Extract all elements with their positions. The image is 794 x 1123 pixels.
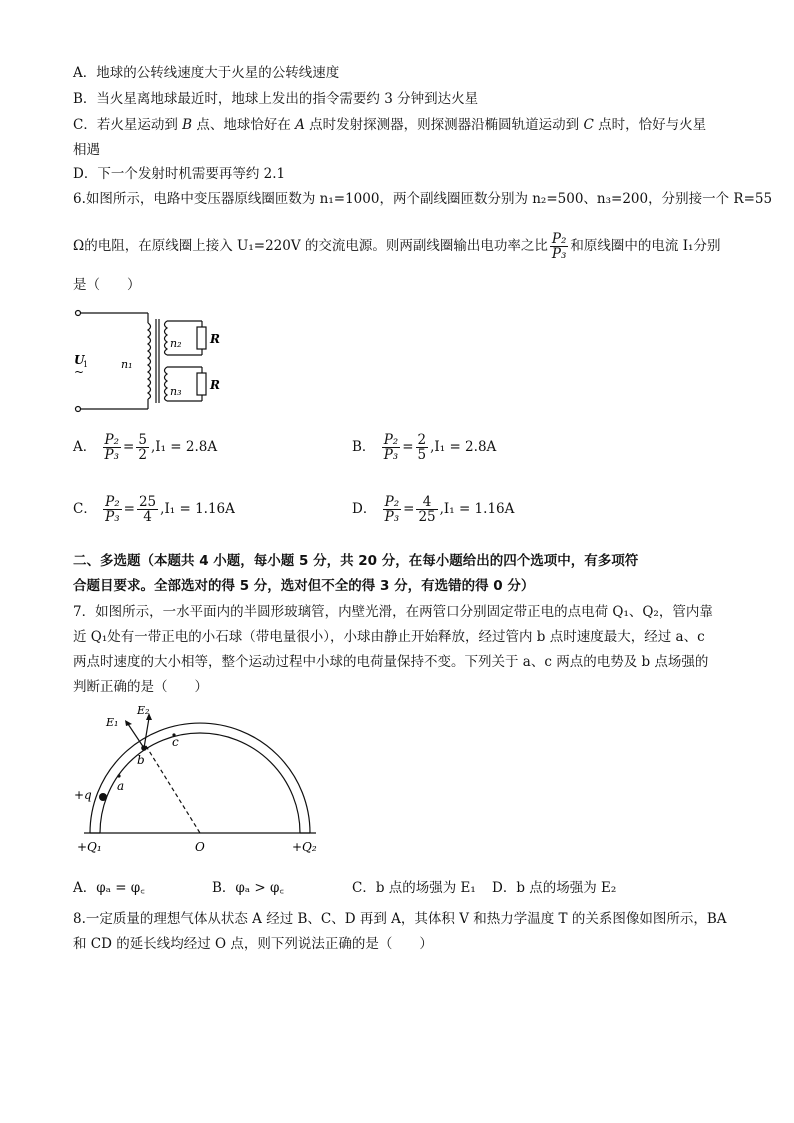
q2-label: +Q₂ — [292, 840, 317, 854]
q6-ratio-den: P₃ — [551, 246, 567, 262]
q6-opt-c-p3: P₃ — [105, 509, 120, 525]
q5-c-point-c: C — [583, 117, 594, 133]
q6-opt-a-label: A． — [73, 439, 97, 455]
q6-opt-b-p3: P₃ — [383, 447, 399, 463]
q5-option-a: A．地球的公转线速度大于火星的公转线速度 — [73, 65, 340, 81]
q6-opt-b-p2: P₂ — [383, 432, 399, 448]
c-label: c — [172, 735, 179, 749]
point-b — [141, 745, 147, 751]
q6-opt-d-label: D． — [352, 501, 377, 517]
q6-power-ratio — [550, 232, 569, 261]
u1-label: U — [74, 353, 85, 367]
e1-label: E₁ — [106, 716, 119, 729]
q5-option-c — [73, 116, 706, 134]
q6-opt-a-ratio-rhs — [136, 433, 149, 462]
q1-label: +Q₁ — [77, 840, 102, 854]
ac-tilde: ~ — [74, 365, 85, 379]
q6-opt-b-ratio-lhs — [382, 433, 401, 462]
q6-opt-d-den: 25 — [418, 509, 436, 525]
q6-line-2 — [73, 232, 720, 261]
q6-opt-b-num: 2 — [417, 432, 427, 448]
q6-opt-a-p2: P₂ — [104, 432, 120, 448]
b-label: b — [137, 753, 145, 767]
q6-opt-b-ratio-rhs — [416, 433, 429, 462]
o-label: O — [195, 840, 205, 854]
n2-label: n₂ — [170, 337, 182, 350]
q6-opt-c-p2: P₂ — [105, 494, 120, 510]
q6-option-b: B． $\frac{\text{P₂}}{\text{P₃}}$ = $\frac{2}{5}$ ,I₁ = 2.8A — [352, 432, 497, 463]
q6-opt-c-num: 25 — [138, 494, 157, 510]
q6-opt-d-p3: P₃ — [384, 509, 400, 525]
q6-opt-d-ratio-rhs — [416, 495, 437, 524]
a-label: a — [117, 779, 125, 793]
charge-ball — [99, 793, 107, 801]
q7-line-1: 7．如图所示，一水平面内的半圆形玻璃管，内壁光滑，在两管口分别固定带正电的点电荷 Q₁、Q₂，管内靠 — [73, 604, 713, 620]
q7-line-3: 两点时速度的大小相等，整个运动过程中小球的电荷量保持不变。下列关于 a、c 两点的电势及 b 点场强的 — [73, 654, 709, 670]
q6-ratio-num: P₂ — [551, 231, 567, 247]
q6-line-2b: 和原线圈中的电流 I₁分别 — [570, 238, 721, 254]
q6-opt-a-num: 5 — [138, 432, 147, 448]
q5-option-c-cont: 相遇 — [73, 142, 100, 158]
q6-opt-d-current: I₁ = 1.16A — [443, 501, 515, 517]
r-label-top: R — [210, 332, 220, 346]
q6-line-1: 6.如图所示，电路中变压器原线圈匝数为 n₁=1000，两个副线圈匝数分别为 n₂=500、n₃=200，分别接一个 R=55 — [73, 191, 773, 207]
q6-opt-a-p3: P₃ — [104, 447, 120, 463]
q-label: +q — [74, 788, 92, 802]
q5-c-text-4: 点时，恰好与火星 — [593, 117, 707, 133]
n1-label: n₁ — [121, 358, 133, 371]
q6-opt-b-label: B． — [352, 439, 376, 455]
q5-c-text-1: C．若火星运动到 — [73, 117, 183, 133]
q6-opt-b-current: I₁ = 2.8A — [434, 439, 497, 455]
q6-opt-c-ratio-lhs — [103, 495, 122, 524]
q6-opt-b-den: 5 — [417, 447, 427, 463]
q7-option-d: D．b 点的场强为 E₂ — [492, 880, 617, 896]
transformer-diagram — [70, 305, 230, 420]
q6-opt-a-den: 2 — [138, 447, 147, 463]
q6-opt-d-num: 4 — [416, 495, 437, 510]
section-2-heading-1: 二、多选题（本题共 4 小题，每小题 5 分，共 20 分，在每小题给出的四个选项中，有多项符 — [73, 553, 639, 569]
q6-opt-c-current: I₁ = 1.16A — [164, 501, 235, 517]
q6-opt-c-label: C． — [73, 501, 97, 517]
q5-option-d: D．下一个发射时机需要再等约 2.1 — [73, 166, 286, 182]
q6-option-a: A． $\frac{\text{P₂}}{\text{P₃}}$ = $\frac{5}{2}$ ,I₁ = 2.8A — [73, 432, 218, 463]
q6-opt-a-current: I₁ = 2.8A — [155, 439, 218, 455]
q6-line-3: 是（ ） — [73, 277, 141, 293]
q6-option-d: D． $\frac{\text{P₂}}{\text{P₃}}$ = $\frac{4}{25}$ ,I₁ = 1.16A — [352, 494, 515, 525]
q6-line-2a: Ω的电阻，在原线圈上接入 U₁=220V 的交流电源。则两副线圈输出电功率之比 — [73, 238, 548, 254]
q5-option-b: B．当火星离地球最近时，地球上发出的指令需要约 3 分钟到达火星 — [73, 91, 479, 107]
q6-opt-c-den: 4 — [143, 509, 152, 525]
q5-c-text-3: 点时发射探测器，则探测器沿椭圆轨道运动到 — [304, 117, 584, 133]
q6-opt-d-p2: P₂ — [384, 494, 400, 510]
n3-label: n₃ — [170, 385, 182, 398]
q8-line-1: 8.一定质量的理想气体从状态 A 经过 B、C、D 再到 A，其体积 V 和热力学温度 T 的关系图像如图所示，BA — [73, 911, 727, 927]
q6-opt-d-ratio-lhs — [383, 495, 402, 524]
semicircle-tube-diagram — [70, 700, 330, 858]
q6-opt-c-ratio-rhs — [137, 495, 158, 524]
q7-option-c: C．b 点的场强为 E₁ — [352, 880, 476, 896]
q7-option-a: A．φₐ = φ꜀ — [73, 880, 145, 896]
q5-c-text-2: 点、地球恰好在 — [192, 117, 296, 133]
q7-option-b: B．φₐ > φ꜀ — [212, 880, 285, 896]
q6-opt-a-ratio-lhs — [103, 433, 122, 462]
section-2-heading-2: 合题目要求。全部选对的得 5 分，选对但不全的得 3 分，有选错的得 0 分） — [73, 578, 535, 594]
q5-c-point-b: B — [182, 117, 193, 133]
u1-sub: 1 — [83, 360, 89, 369]
point-a — [117, 774, 120, 777]
q8-line-2: 和 CD 的延长线均经过 O 点，则下列说法正确的是（ ） — [73, 936, 433, 952]
q7-line-4: 判断正确的是（ ） — [73, 679, 208, 695]
q7-line-2: 近 Q₁处有一带正电的小石球（带电量很小），小球由静止开始释放，经过管内 b 点时速度最大，经过 a、c — [73, 629, 705, 645]
q5-c-point-a: A — [295, 117, 305, 133]
q6-option-c: C． $\frac{\text{P₂}}{\text{P₃}}$ = $\frac{25}{4}$ ,I₁ = 1.16A — [73, 494, 235, 525]
e2-label: E₂ — [137, 704, 150, 717]
r-label-bottom: R — [210, 378, 220, 392]
